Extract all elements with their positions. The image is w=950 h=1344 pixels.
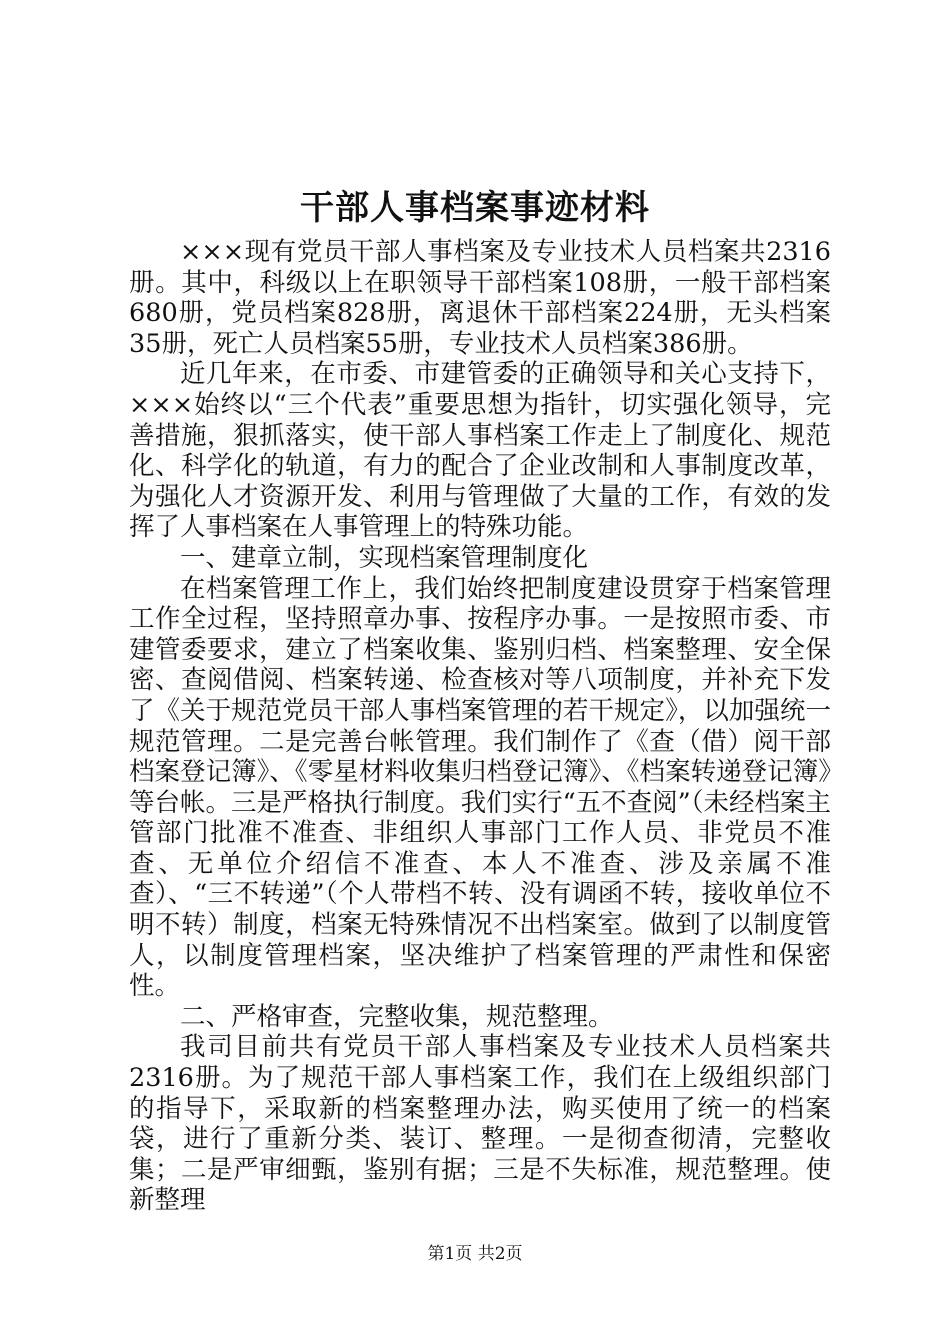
paragraph-overview: 近几年来，在市委、市建管委的正确领导和关心支持下，×××始终以“三个代表”重要思想为指针，切实强化领导，完善措施，狠抓落实，使干部人事档案工作走上了制度化、规范化、科学化的轨道，有力的配合了企业改制和人事制度改革，为强化人才资源开发、利用与管理做了大量的工作，有效的发挥了人事档案在人事管理上的特殊功能。: [129, 359, 831, 543]
page-number-footer: 第1页 共2页: [427, 1244, 523, 1264]
section-heading-1: 一、建章立制，实现档案管理制度化: [180, 542, 589, 573]
document-title: 干部人事档案事迹材料: [300, 188, 650, 228]
document-body: [129, 237, 831, 1216]
section-heading-2: 二、严格审查，完整收集，规范整理。: [180, 1001, 614, 1032]
paragraph-archive-count: ×××现有党员干部人事档案及专业技术人员档案共2316册。其中，科级以上在职领导干部档案108册，一般干部档案680册，党员档案828册，离退休干部档案224册，无头档案35册，死亡人员档案55册，专业技术人员档案386册。: [129, 237, 831, 359]
paragraph-system-building: 在档案管理工作上，我们始终把制度建设贯穿于档案管理工作全过程，坚持照章办事、按程序办事。一是按照市委、市建管委要求，建立了档案收集、鉴别归档、档案整理、安全保密、查阅借阅、档案转递、检查核对等八项制度，并补充下发了《关于规范党员干部人事档案管理的若干规定》，以加强统一规范管理。二是完善台帐管理。我们制作了《查（借）阅干部档案登记簿》、《零星材料收集归档登记簿》、《档案转递登记簿》等台帐。三是严格执行制度。我们实行“五不查阅”（未经档案主管部门批准不准查、非组织人事部门工作人员、非党员不准查、无单位介绍信不准查、本人不准查、涉及亲属不准查）、“三不转递”（个人带档不转、没有调函不转，接收单位不明不转）制度，档案无特殊情况不出档案室。做到了以制度管人，以制度管理档案，坚决维护了档案管理的严肃性和保密性。: [129, 573, 831, 1002]
paragraph-review-collection: 我司目前共有党员干部人事档案及专业技术人员档案共2316册。为了规范干部人事档案工作，我们在上级组织部门的指导下，采取新的档案整理办法，购买使用了统一的档案袋，进行了重新分类、装订、整理。一是彻查彻清，完整收集；二是严审细甄，鉴别有据；三是不失标准，规范整理。使新整理: [129, 1032, 831, 1216]
